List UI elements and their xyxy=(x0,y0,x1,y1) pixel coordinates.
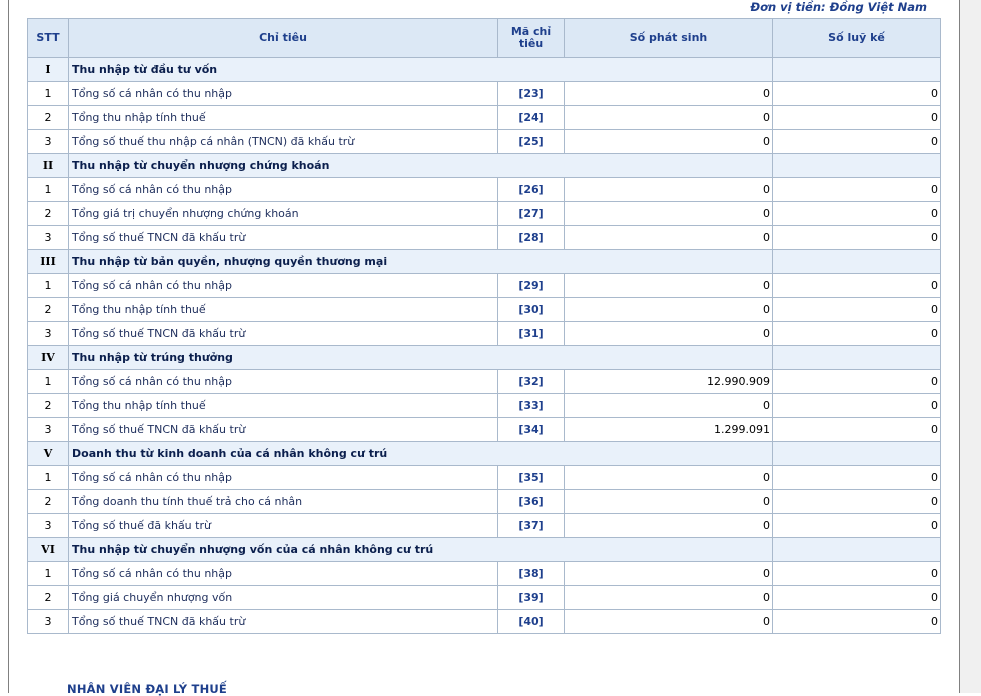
so-phat-sinh-input[interactable]: 0 xyxy=(565,466,773,490)
so-phat-sinh-input[interactable]: 0 xyxy=(565,562,773,586)
row-code: [37] xyxy=(498,514,565,538)
row-label: Tổng số cá nhân có thu nhập xyxy=(69,466,498,490)
so-phat-sinh-input[interactable]: 1.299.091 xyxy=(565,418,773,442)
section-blank-cell xyxy=(773,442,941,466)
so-phat-sinh-input[interactable]: 0 xyxy=(565,514,773,538)
so-luy-ke-input[interactable]: 0 xyxy=(773,178,941,202)
form-panel xyxy=(8,0,960,696)
row-label: Tổng số cá nhân có thu nhập xyxy=(69,178,498,202)
table-row xyxy=(28,106,941,130)
row-code: [33] xyxy=(498,394,565,418)
row-stt: 3 xyxy=(28,130,69,154)
row-stt: 1 xyxy=(28,82,69,106)
row-label: Tổng doanh thu tính thuế trả cho cá nhân xyxy=(69,490,498,514)
table-row xyxy=(28,226,941,250)
right-gutter xyxy=(960,0,981,693)
section-row xyxy=(28,250,941,274)
section-row xyxy=(28,442,941,466)
table-row xyxy=(28,562,941,586)
row-stt: 3 xyxy=(28,610,69,634)
section-roman: III xyxy=(28,250,69,274)
so-luy-ke-input[interactable]: 0 xyxy=(773,466,941,490)
header-ma-chi-tieu xyxy=(498,19,565,58)
row-code: [27] xyxy=(498,202,565,226)
row-stt: 1 xyxy=(28,178,69,202)
so-phat-sinh-input[interactable]: 0 xyxy=(565,322,773,346)
so-luy-ke-input[interactable]: 0 xyxy=(773,226,941,250)
table-row xyxy=(28,394,941,418)
table-row xyxy=(28,82,941,106)
so-phat-sinh-input[interactable]: 0 xyxy=(565,130,773,154)
row-label: Tổng giá trị chuyển nhượng chứng khoán xyxy=(69,202,498,226)
section-title: Thu nhập từ đầu tư vốn xyxy=(69,58,773,82)
header-ma-chi-tieu-text: Mã chỉ tiêu xyxy=(510,25,552,50)
so-phat-sinh-input[interactable]: 0 xyxy=(565,586,773,610)
so-luy-ke-input[interactable]: 0 xyxy=(773,82,941,106)
row-code: [35] xyxy=(498,466,565,490)
row-code: [29] xyxy=(498,274,565,298)
row-code: [36] xyxy=(498,490,565,514)
section-blank-cell xyxy=(773,58,941,82)
section-roman: VI xyxy=(28,538,69,562)
table-row xyxy=(28,586,941,610)
table-row xyxy=(28,274,941,298)
row-code: [25] xyxy=(498,130,565,154)
table-body xyxy=(28,58,941,634)
table-row xyxy=(28,418,941,442)
row-label: Tổng giá chuyển nhượng vốn xyxy=(69,586,498,610)
row-label: Tổng số cá nhân có thu nhập xyxy=(69,370,498,394)
row-label: Tổng số cá nhân có thu nhập xyxy=(69,82,498,106)
row-code: [31] xyxy=(498,322,565,346)
tax-summary-table xyxy=(27,18,941,634)
section-title: Doanh thu từ kinh doanh của cá nhân không cư trú xyxy=(69,442,773,466)
so-phat-sinh-input[interactable]: 0 xyxy=(565,202,773,226)
so-luy-ke-input[interactable]: 0 xyxy=(773,394,941,418)
table-row xyxy=(28,130,941,154)
row-stt: 2 xyxy=(28,490,69,514)
table-row xyxy=(28,298,941,322)
so-luy-ke-input[interactable]: 0 xyxy=(773,490,941,514)
so-luy-ke-input[interactable]: 0 xyxy=(773,298,941,322)
table-row xyxy=(28,610,941,634)
row-code: [26] xyxy=(498,178,565,202)
row-stt: 1 xyxy=(28,562,69,586)
table-row xyxy=(28,514,941,538)
header-stt: STT xyxy=(28,19,69,58)
agent-staff-heading: NHÂN VIÊN ĐẠI LÝ THUẾ xyxy=(67,682,227,696)
table-header-row xyxy=(28,19,941,58)
so-phat-sinh-input[interactable]: 0 xyxy=(565,106,773,130)
table-row xyxy=(28,178,941,202)
so-luy-ke-input[interactable]: 0 xyxy=(773,610,941,634)
section-title: Thu nhập từ chuyển nhượng vốn của cá nhân không cư trú xyxy=(69,538,773,562)
section-blank-cell xyxy=(773,154,941,178)
row-stt: 3 xyxy=(28,514,69,538)
header-so-phat-sinh: Số phát sinh xyxy=(565,19,773,58)
currency-unit-label: Đơn vị tiền: Đồng Việt Nam xyxy=(750,0,927,14)
so-luy-ke-input[interactable]: 0 xyxy=(773,274,941,298)
table-row xyxy=(28,466,941,490)
so-phat-sinh-input[interactable]: 0 xyxy=(565,82,773,106)
section-title: Thu nhập từ bản quyền, nhượng quyền thương mại xyxy=(69,250,773,274)
row-label: Tổng số cá nhân có thu nhập xyxy=(69,274,498,298)
so-phat-sinh-input[interactable]: 0 xyxy=(565,298,773,322)
row-label: Tổng số thuế đã khấu trừ xyxy=(69,514,498,538)
so-luy-ke-input[interactable]: 0 xyxy=(773,106,941,130)
row-code: [38] xyxy=(498,562,565,586)
so-phat-sinh-input[interactable]: 0 xyxy=(565,226,773,250)
row-label: Tổng số thuế TNCN đã khấu trừ xyxy=(69,226,498,250)
row-label: Tổng thu nhập tính thuế xyxy=(69,106,498,130)
row-code: [30] xyxy=(498,298,565,322)
section-roman: II xyxy=(28,154,69,178)
so-luy-ke-input[interactable]: 0 xyxy=(773,514,941,538)
header-chi-tieu: Chỉ tiêu xyxy=(69,19,498,58)
so-phat-sinh-input[interactable]: 0 xyxy=(565,178,773,202)
table-row xyxy=(28,490,941,514)
row-stt: 1 xyxy=(28,370,69,394)
row-stt: 2 xyxy=(28,394,69,418)
so-phat-sinh-input[interactable]: 12.990.909 xyxy=(565,370,773,394)
header-so-luy-ke: Số luỹ kế xyxy=(773,19,941,58)
row-stt: 2 xyxy=(28,106,69,130)
section-roman: I xyxy=(28,58,69,82)
table-row xyxy=(28,322,941,346)
row-label: Tổng số thuế TNCN đã khấu trừ xyxy=(69,418,498,442)
row-stt: 2 xyxy=(28,586,69,610)
so-luy-ke-input[interactable]: 0 xyxy=(773,562,941,586)
so-luy-ke-input[interactable]: 0 xyxy=(773,586,941,610)
section-title: Thu nhập từ trúng thưởng xyxy=(69,346,773,370)
so-phat-sinh-input[interactable]: 0 xyxy=(565,394,773,418)
row-label: Tổng số thuế thu nhập cá nhân (TNCN) đã khấu trừ xyxy=(69,130,498,154)
row-code: [32] xyxy=(498,370,565,394)
row-stt: 3 xyxy=(28,226,69,250)
so-luy-ke-input[interactable]: 0 xyxy=(773,370,941,394)
table-row xyxy=(28,202,941,226)
row-stt: 2 xyxy=(28,298,69,322)
section-title: Thu nhập từ chuyển nhượng chứng khoán xyxy=(69,154,773,178)
so-luy-ke-input[interactable]: 0 xyxy=(773,202,941,226)
row-code: [39] xyxy=(498,586,565,610)
section-row xyxy=(28,58,941,82)
so-luy-ke-input[interactable]: 0 xyxy=(773,322,941,346)
so-phat-sinh-input[interactable]: 0 xyxy=(565,274,773,298)
so-phat-sinh-input[interactable]: 0 xyxy=(565,490,773,514)
row-label: Tổng thu nhập tính thuế xyxy=(69,298,498,322)
so-phat-sinh-input[interactable]: 0 xyxy=(565,610,773,634)
section-row xyxy=(28,538,941,562)
table-row xyxy=(28,370,941,394)
section-blank-cell xyxy=(773,346,941,370)
row-code: [23] xyxy=(498,82,565,106)
row-stt: 3 xyxy=(28,418,69,442)
row-code: [40] xyxy=(498,610,565,634)
row-stt: 1 xyxy=(28,274,69,298)
row-code: [28] xyxy=(498,226,565,250)
row-stt: 2 xyxy=(28,202,69,226)
section-blank-cell xyxy=(773,250,941,274)
row-label: Tổng thu nhập tính thuế xyxy=(69,394,498,418)
row-label: Tổng số cá nhân có thu nhập xyxy=(69,562,498,586)
row-label: Tổng số thuế TNCN đã khấu trừ xyxy=(69,610,498,634)
so-luy-ke-input[interactable]: 0 xyxy=(773,130,941,154)
section-roman: IV xyxy=(28,346,69,370)
section-row xyxy=(28,346,941,370)
section-row xyxy=(28,154,941,178)
section-roman: V xyxy=(28,442,69,466)
so-luy-ke-input[interactable]: 0 xyxy=(773,418,941,442)
row-label: Tổng số thuế TNCN đã khấu trừ xyxy=(69,322,498,346)
row-stt: 3 xyxy=(28,322,69,346)
row-stt: 1 xyxy=(28,466,69,490)
row-code: [34] xyxy=(498,418,565,442)
section-blank-cell xyxy=(773,538,941,562)
row-code: [24] xyxy=(498,106,565,130)
